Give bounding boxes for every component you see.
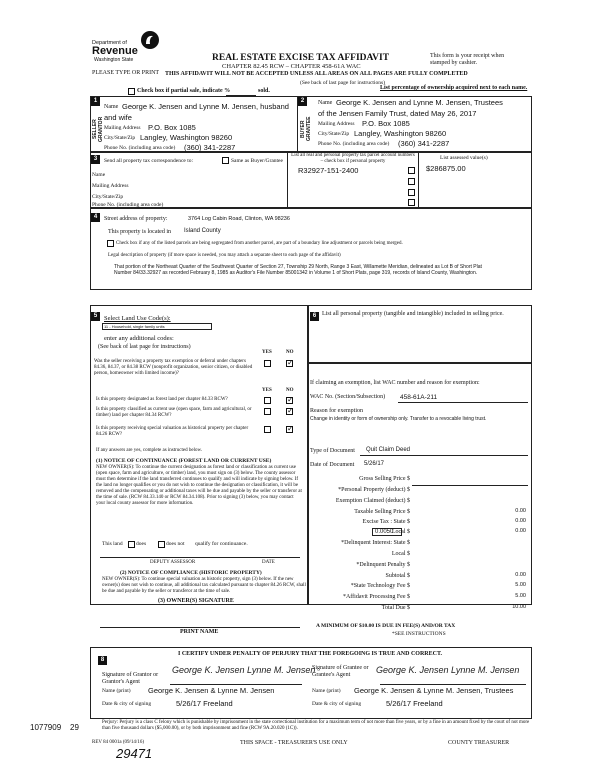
buyer-city[interactable]: Langley, Washington 98260	[354, 129, 447, 138]
corr-phone-label: Phone No. (including area code)	[92, 202, 164, 208]
corr-name-label: Name	[92, 172, 106, 178]
wac-label: WAC No. (Section/Subsection)	[310, 394, 386, 400]
excise-state-label: Excise Tax : State $	[362, 519, 410, 525]
parcel-personal-checkbox-2[interactable]	[408, 178, 415, 185]
doc-type-label: Type of Document	[310, 448, 355, 454]
seller-phone-label: Phone No. (including area code)	[104, 145, 176, 151]
grantor-sig-line	[170, 684, 302, 685]
does-not-label: does not	[166, 541, 185, 547]
section-1-number: 1	[91, 97, 100, 106]
notice-compliance-title: (2) NOTICE OF COMPLIANCE (HISTORIC PROPERTY)	[120, 570, 262, 576]
buyer-side-label: BUYER GRANTEE	[300, 116, 312, 142]
assessed-divider	[418, 152, 419, 208]
segregated-label: Check box if any of the listed parcels are being segregated from another parcel, are part of a boundary line adjustment or parcels being merged.	[116, 241, 403, 246]
grantor-signature: George K. Jensen Lynne M. Jensen	[172, 665, 316, 675]
additional-codes-label: enter any additional codes:	[104, 335, 174, 342]
buyer-phone[interactable]: (360) 341-2287	[398, 139, 450, 148]
total-due-label: Total Due $	[381, 605, 410, 611]
section-4-number: 4	[91, 213, 100, 222]
buyer-name-line1[interactable]: George K. Jensen and Lynne M. Jensen, Trustees	[336, 98, 503, 107]
section-2-number: 2	[298, 97, 307, 106]
county-value[interactable]: Island County	[184, 228, 221, 234]
certify-statement: I CERTIFY UNDER PENALTY OF PERJURY THAT THE FOREGOING IS TRUE AND CORRECT.	[178, 651, 443, 657]
seller-name-line1[interactable]: George K. Jensen and Lynne M. Jensen, husband	[122, 102, 289, 111]
form-title: REAL ESTATE EXCISE TAX AFFIDAVIT	[212, 53, 390, 63]
grantee-signature: George K. Jensen Lynne M. Jensen	[376, 665, 520, 675]
located-label: This property is located in	[108, 229, 171, 235]
grantee-date-label: Date & city of signing	[312, 701, 362, 707]
no-header-2: NO	[286, 388, 294, 393]
seller-side-label: SELLER GRANTOR	[92, 116, 104, 142]
forest-question: Is this property designated as forest land per chapter 84.33 RCW?	[96, 397, 228, 402]
grantor-date-label: Date & city of signing	[102, 701, 152, 707]
dept-state: Washington State	[94, 57, 134, 63]
seller-phone[interactable]: (360) 341-2287	[184, 143, 236, 152]
exemption-yes-checkbox[interactable]	[264, 360, 271, 367]
see-back-note: (See back of last page for instructions)	[300, 80, 385, 86]
legal-description[interactable]: That portion of the Northeast Quarter of the Southwest Quarter of Section 27, Township 29 North, Range 3 East, Willamette Meridian, delineated as Lot B of Short Plat Number 84/33.32927 as recorded February 8, 1985 as Auditor's File Number 85001342 in Volume 1 of Short Plats, page 319, records of Island County, Washington.	[114, 264, 482, 276]
street-label: Street address of property:	[104, 216, 168, 222]
grantee-sig-label: Signature of Grantee or Grantee's Agent	[312, 665, 369, 678]
partial-sale-checkbox[interactable]	[128, 88, 135, 95]
stamp-number: 1077909	[30, 723, 62, 732]
affidavit-fee-value[interactable]: 5.00	[515, 593, 526, 599]
assessed-header: List assessed value(s)	[440, 155, 488, 161]
grantee-name-label: Name (print)	[312, 688, 341, 694]
revenue-logo	[92, 30, 162, 66]
claim-exemption-label: If claiming an exemption, list WAC number and reason for exemption:	[310, 380, 480, 386]
grantee-name[interactable]: George K. Jensen & Lynne M. Jensen, Trustees	[354, 686, 514, 695]
send-correspondence-label: Send all property tax correspondence to:	[104, 158, 194, 164]
perjury-note: Perjury: Perjury is a class C felony which is punishable by imprisonment in the state correctional institution for a maximum term of not more than five years, or by a fine in an amount fixed by the court of not more than five thousand dollars ($5,000.00), or by both imprisonment and fine (RCW 9A.20.020 (1C)).	[102, 720, 530, 731]
open-space-question: Is this property classified as current use (open space, farm and agricultural, or timber) land per chapter 84.34 RCW?	[96, 407, 252, 418]
seller-city[interactable]: Langley, Washington 98260	[140, 133, 233, 142]
delinquent-local-label: Local $	[391, 551, 410, 557]
does-checkbox[interactable]	[128, 541, 135, 548]
delinquent-interest-label: *Delinquent Interest: State $	[341, 540, 410, 546]
taxable-value[interactable]: 0.00	[515, 508, 526, 514]
segregated-checkbox[interactable]	[107, 240, 114, 247]
grantor-name-label: Name (print)	[102, 688, 131, 694]
does-not-checkbox[interactable]	[158, 541, 165, 548]
owner-signature-label: (3) OWNER(S) SIGNATURE	[158, 598, 234, 604]
affidavit-fee-label: *Affidavit Processing Fee $	[342, 594, 410, 600]
buyer-mailing[interactable]: P.O. Box 1085	[362, 119, 410, 128]
open-space-yes-checkbox[interactable]	[264, 408, 271, 415]
print-name-line	[100, 627, 300, 628]
deputy-assessor-label: DEPUTY ASSESSOR	[150, 560, 196, 565]
legal-label: Legal description of property (if more space is needed, you may attach a separate sheet to each page of the affidavit)	[108, 253, 341, 258]
sold-label: sold.	[258, 88, 270, 94]
correspondence-divider	[287, 152, 288, 208]
historic-yes-checkbox[interactable]	[264, 426, 271, 433]
exemption-no-checkbox[interactable]	[286, 360, 293, 367]
yes-header-2: YES	[262, 388, 272, 393]
print-instruction: PLEASE TYPE OR PRINT	[92, 70, 160, 76]
grantor-sig-label: Signature of Grantor or Grantor's Agent	[102, 672, 159, 685]
grantee-date[interactable]: 5/26/17 Freeland	[386, 699, 443, 708]
buyer-name-line2[interactable]: of the Jensen Family Trust, dated May 26, 2017	[318, 109, 477, 118]
tech-fee-label: *State Technology Fee $	[350, 583, 410, 589]
rate-value: 0.0050	[375, 529, 394, 535]
buyer-name-label: Name	[318, 100, 333, 106]
treasurer-note: THIS SPACE - TREASURER'S USE ONLY	[240, 740, 348, 746]
delinquent-penalty-label: *Delinquent Penalty $	[356, 562, 410, 568]
if-yes-note: If any answers are yes, complete as instructed below.	[96, 448, 203, 453]
reason-label: Reason for exemption	[310, 408, 363, 414]
minimum-note: A MINIMUM OF $10.00 IS DUE IN FEE(S) AND/OR TAX	[316, 623, 456, 629]
excise-local-label: Local $	[391, 529, 410, 535]
print-name-label: PRINT NAME	[180, 629, 219, 635]
subtotal-label: Subtotal $	[385, 573, 410, 579]
historic-question: Is this property receiving special valuation as historical property per chapter 84.26 RCW?	[96, 426, 249, 437]
forest-yes-checkbox[interactable]	[264, 397, 271, 404]
seller-city-label: City/State/Zip	[104, 135, 136, 141]
wac-number[interactable]: 458-61A-211	[400, 394, 438, 401]
corr-city-label: City/State/Zip	[92, 194, 124, 200]
exemption-question: Was the seller receiving a property tax exemption or deferral under chapters 84.36, 84.37, or 84.38 RCW (nonprofit organization, senior citizen, or disabled person, homeowner with limited income)?	[94, 359, 253, 376]
excise-state-value[interactable]: 0.00	[515, 518, 526, 524]
deputy-line	[100, 557, 300, 558]
revenue-logo-icon	[140, 30, 160, 50]
taxable-label: Taxable Selling Price $	[354, 509, 410, 515]
land-use-label: Select Land Use Code(s):	[104, 315, 171, 322]
same-as-buyer-label: Same as Buyer/Grantee	[231, 158, 283, 164]
gross-label: Gross Selling Price $	[359, 476, 410, 482]
notice-compliance-body: NEW OWNER(S): To continue special valuation as historic property, sign (3) below. If the new owner(s) does not wish to continue, all additional tax calculated pursuant to chapter 84.26 RCW, shall be due and payable by the seller or transferor at the time of sale.	[102, 577, 306, 594]
revision-number: REV 84 0001a (09/14/16)	[92, 740, 144, 745]
buyer-mailing-label: Mailing Address	[318, 121, 355, 127]
section-8-number: 8	[98, 656, 107, 665]
forest-no-checkbox[interactable]	[286, 397, 293, 404]
this-land-label: This land	[102, 541, 123, 547]
deputy-date-label: DATE	[262, 560, 275, 565]
stamp-number-tail: 29	[70, 723, 79, 732]
parcel-header: List all real and personal property tax parcel account numbers – check box if personal property	[291, 153, 415, 164]
notice-continuance-body: NEW OWNER(S): To continue the current designation as forest land or classification as current use (open space, farm and agriculture, or timber) land, you must sign on (3) below. The county assessor must then determine if the land transferred continues to qualify and will indicate by signing below. If the land no longer qualifies or you do not wish to continue the designation or classification, it will be removed and the compensating or additional taxes will be due and payable by the seller or transferor at the time of sale. (RCW 84.33.140 or RCW 84.34.108). Prior to signing (3) below, you may contact your local county assessor for more information.	[96, 465, 302, 506]
yes-header-1: YES	[262, 350, 272, 355]
handwritten-number: 29471	[116, 746, 153, 761]
doc-type-line	[360, 455, 528, 456]
section-5-number: 5	[91, 312, 100, 321]
county-treasurer-label: COUNTY TREASURER	[448, 740, 510, 746]
seller-name-line2[interactable]: and wife	[104, 113, 132, 122]
notice-continuance-title: (1) NOTICE OF CONTINUANCE (FOREST LAND OR CURRENT USE)	[96, 458, 272, 464]
see-instructions-note: *SEE INSTRUCTIONS	[392, 631, 446, 637]
partial-sale-label: Check box if partial sale, indicate %	[137, 88, 231, 94]
section-3-number: 3	[91, 155, 100, 164]
seller-name-label: Name	[104, 104, 119, 110]
dept-name: Revenue	[92, 45, 138, 57]
parcel-personal-checkbox-1[interactable]	[408, 167, 415, 174]
grantor-name[interactable]: George K. Jensen & Lynne M. Jensen	[148, 686, 275, 695]
land-use-see-back: (See back of last page for instructions)	[98, 344, 191, 350]
does-label: does	[136, 541, 147, 547]
street-address[interactable]: 3764 Log Cabin Road, Clinton, WA 98236	[188, 216, 290, 222]
parcel-personal-checkbox-3[interactable]	[408, 189, 415, 196]
seller-mailing[interactable]: P.O. Box 1085	[148, 123, 196, 132]
personal-property-label: List all personal property (tangible and intangible) included in selling price.	[322, 311, 504, 317]
amount-col-line	[412, 485, 528, 486]
reason-value[interactable]: Change in identity or form of ownership only. Transfer to a revocable living trust.	[310, 416, 487, 422]
no-header-1: NO	[286, 350, 294, 355]
buyer-city-label: City/State/Zip	[318, 131, 350, 137]
section-6-number: 6	[310, 312, 319, 321]
dept-of: Department of	[92, 40, 127, 46]
tech-fee-value[interactable]: 5.00	[515, 582, 526, 588]
wac-line	[398, 402, 528, 403]
grantee-sig-line	[380, 684, 526, 685]
personal-deduct-label: *Personal Property (deduct) $	[338, 487, 410, 493]
exemption-deduct-label: Exemption Claimed (deduct) $	[335, 498, 410, 504]
open-space-no-checkbox[interactable]	[286, 408, 293, 415]
seller-mailing-label: Mailing Address	[104, 125, 141, 131]
land-use-value: 11 - Household, single family units	[104, 324, 165, 329]
same-as-buyer-checkbox[interactable]	[222, 157, 229, 164]
assessed-value[interactable]: $286875.00	[426, 164, 466, 173]
doc-date-value[interactable]: 5/26/17	[364, 461, 385, 467]
doc-type-value[interactable]: Quit Claim Deed	[366, 447, 411, 453]
historic-no-checkbox[interactable]	[286, 426, 293, 433]
percentage-note: List percentage of ownership acquired next to each name.	[380, 85, 528, 91]
doc-date-label: Date of Document	[310, 462, 355, 468]
parcel-personal-checkbox-4[interactable]	[408, 199, 415, 206]
grantor-date[interactable]: 5/26/17 Freeland	[176, 699, 233, 708]
corr-mailing-label: Mailing Address	[92, 183, 129, 189]
buyer-phone-label: Phone No. (including area code)	[318, 141, 390, 147]
subtotal-value[interactable]: 0.00	[515, 572, 526, 578]
receipt-note: This form is your receipt when stamped by cashier.	[430, 53, 505, 66]
total-due-value[interactable]: 10.00	[512, 604, 526, 610]
parcel-number[interactable]: R32927-151-2400	[298, 166, 359, 175]
qualify-label: qualify for continuance.	[195, 541, 248, 547]
not-accepted-note: THIS AFFIDAVIT WILL NOT BE ACCEPTED UNLESS ALL AREAS ON ALL PAGES ARE FULLY COMPLETED	[165, 71, 468, 77]
form-chapter: CHAPTER 82.45 RCW – CHAPTER 458-61A WAC	[222, 63, 361, 70]
excise-local-value[interactable]: 0.00	[515, 528, 526, 534]
